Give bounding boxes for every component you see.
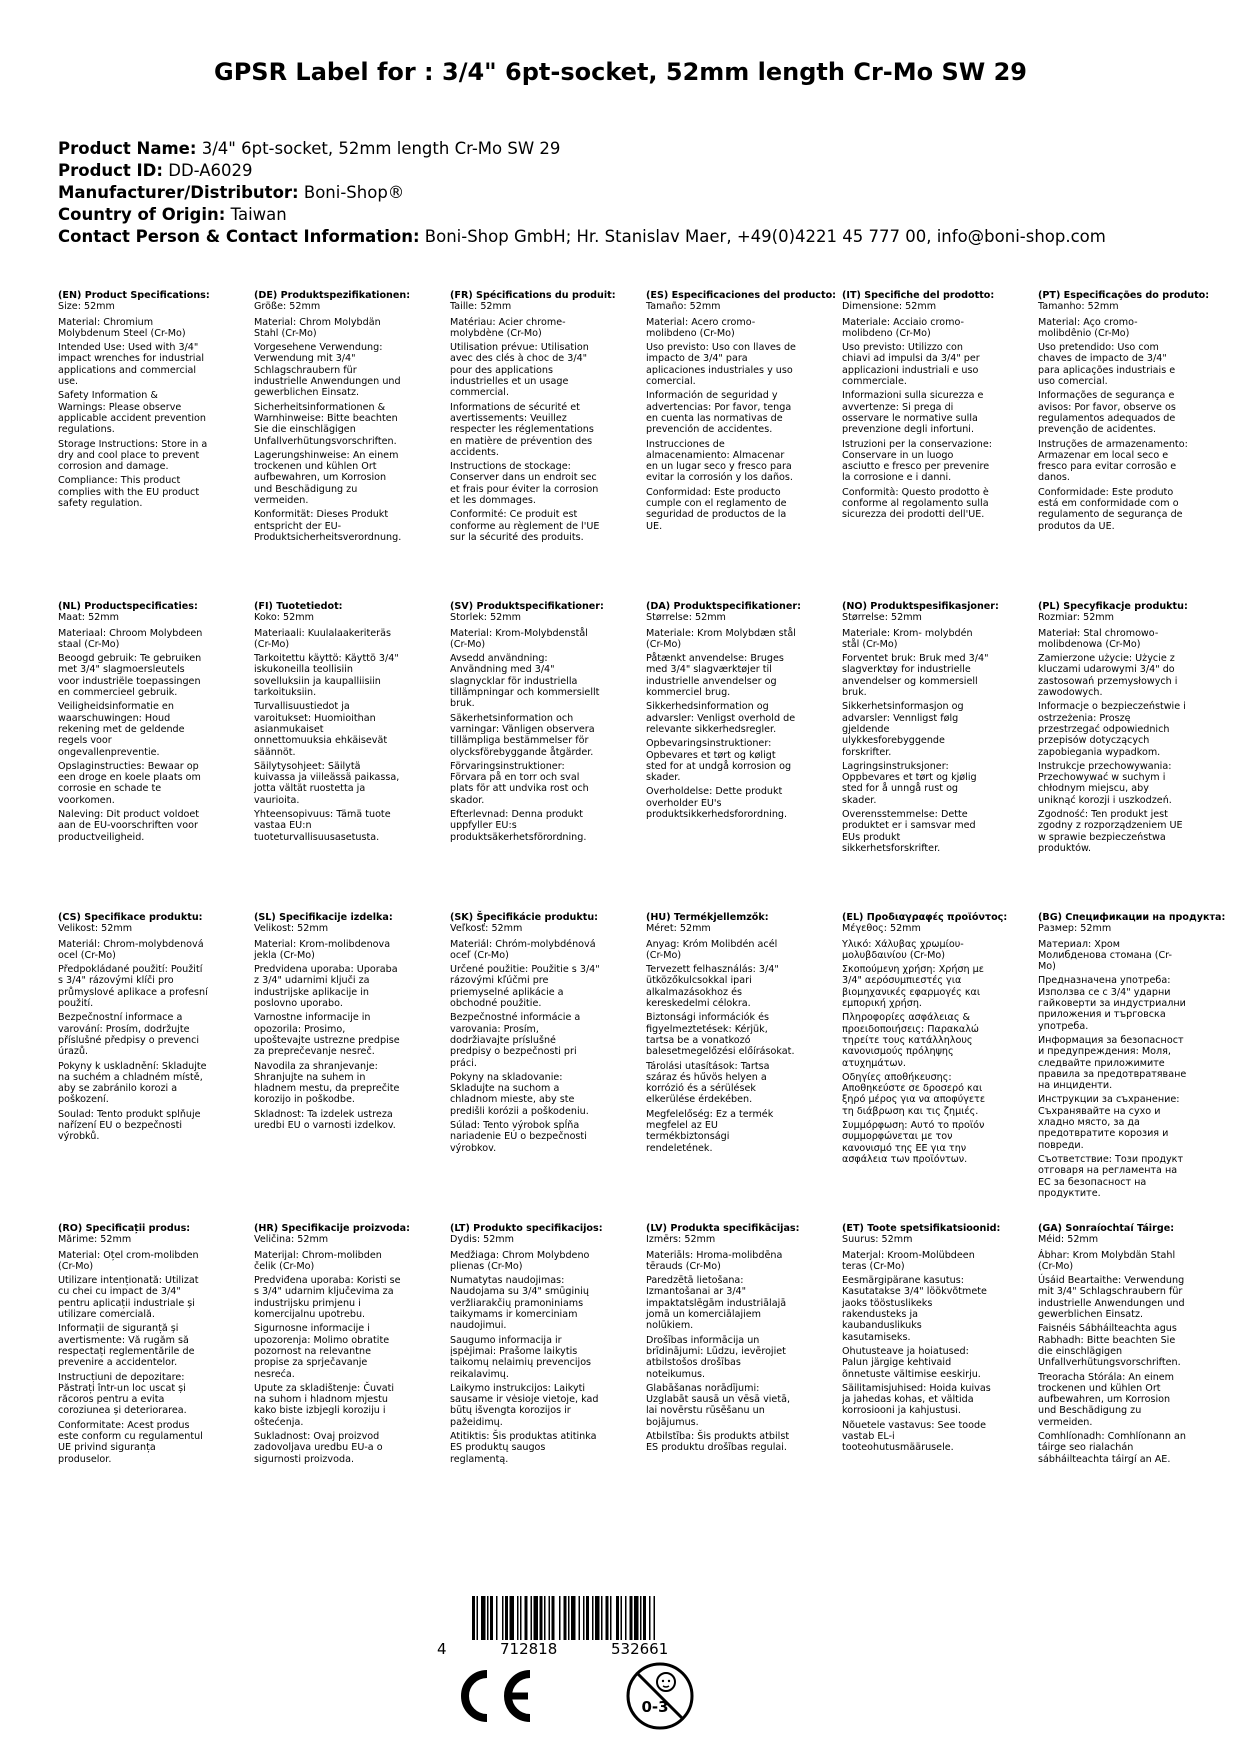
barcode-bar bbox=[610, 1596, 612, 1640]
spec-line: Uso previsto: Utilizzo con chiavi ad impulsi da 3/4" per applicazioni industriali e uso commerciale. bbox=[842, 342, 980, 388]
spec-line: Säilitamisjuhised: Hoida kuivas ja jahedas kohas, et vältida korrosiooni ja kahjustusi. bbox=[842, 1382, 991, 1417]
spec-line: Conformidad: Este producto cumple con el reglamento de seguridad de productos de la UE. bbox=[646, 486, 787, 532]
spec-line: Ohutusteave ja hoiatused: Palun järgige kehtivaid õnnetuste vältimise eeskirju. bbox=[842, 1345, 981, 1380]
spec-line: Informazioni sulla sicurezza e avvertenze: Si prega di osservare le normative sulla prevenzione degli infortuni. bbox=[842, 390, 984, 436]
barcode-bar bbox=[520, 1596, 522, 1640]
spec-section bbox=[254, 290, 450, 601]
spec-line: Μέγεθος: 52mm bbox=[842, 923, 921, 935]
barcode-bar bbox=[531, 1596, 533, 1640]
spec-line: Istruzioni per la conservazione: Conservare in un luogo asciutto e fresco per prevenire la corrosione e i danni. bbox=[842, 438, 992, 484]
spec-heading: (HU) Termékjellemzők: bbox=[646, 912, 769, 923]
spec-line: Sikkerhedsinformation og advarsler: Venligst overhold de relevante sikkerhedsregler. bbox=[646, 701, 796, 735]
spec-line: Förvaringsinstruktioner: Förvara på en torr och sval plats för att undvika rost och skador. bbox=[450, 760, 589, 806]
spec-line: Instructions de stockage: Conserver dans un endroit sec et frais pour éviter la corrosion et les dommages. bbox=[450, 461, 599, 507]
spec-line: Safety Information & Warnings: Please observe applicable accident prevention regulations. bbox=[58, 390, 206, 436]
spec-line: Størrelse: 52mm bbox=[842, 612, 922, 624]
info-row bbox=[58, 182, 1198, 204]
barcode-bar bbox=[630, 1596, 633, 1640]
spec-line: Tamanho: 52mm bbox=[1038, 301, 1119, 313]
spec-section bbox=[58, 912, 254, 1223]
spec-line: Matériau: Acier chrome-molybdène (Cr-Mo) bbox=[450, 316, 566, 339]
spec-section bbox=[842, 1223, 1038, 1534]
spec-section bbox=[58, 290, 254, 601]
spec-section bbox=[842, 290, 1038, 601]
spec-heading: (NO) Produktspesifikasjoner: bbox=[842, 601, 999, 612]
barcode-bar bbox=[625, 1596, 627, 1640]
spec-line: Méid: 52mm bbox=[1038, 1234, 1099, 1246]
spec-line: Conformità: Questo prodotto è conforme al regolamento sulla sicurezza dei prodotti dell'UE. bbox=[842, 486, 989, 521]
spec-heading: (PT) Especificações do produto: bbox=[1038, 290, 1210, 301]
spec-line: Storlek: 52mm bbox=[450, 612, 521, 624]
spec-line: Naleving: Dit product voldoet aan de EU-voorschriften voor productveiligheid. bbox=[58, 809, 200, 843]
spec-heading: (NL) Productspecificaties: bbox=[58, 601, 198, 612]
spec-line: Sikkerhetsinformasjon og advarsler: Vennligst følg gjeldende ulykkesforebyggende forskrifter. bbox=[842, 701, 964, 758]
spec-heading: (GA) Sonraíochtaí Táirge: bbox=[1038, 1223, 1175, 1234]
spec-line: Materjal: Kroom-Molübdeen teras (Cr-Mo) bbox=[842, 1249, 975, 1272]
spec-line: Numatytas naudojimas: Naudojama su 3/4" smūginių veržliarakčių pramoniniams taikymams ir komerciniam naudojimui. bbox=[450, 1275, 589, 1332]
spec-line: Conformidade: Este produto está em conformidade com o regulamento de segurança de produtos da UE. bbox=[1038, 486, 1183, 532]
barcode-bar bbox=[544, 1596, 546, 1640]
spec-line: Sigurnosne informacije i upozorenja: Molimo obratite pozornost na relevantne propise za sprječavanje nesreća. bbox=[254, 1323, 390, 1380]
spec-line: Comhlíonadh: Comhlíonann an táirge seo rialachán sábháilteachta táirgí an AE. bbox=[1038, 1431, 1186, 1465]
age-warning-label: 0-3 bbox=[641, 1698, 669, 1716]
spec-line: Material: Aço cromo-molibdênio (Cr-Mo) bbox=[1038, 316, 1138, 339]
spec-line: Utilisation prévue: Utilisation avec des clés à choc de 3/4" pour des applications industrielles et un usage commercial. bbox=[450, 342, 589, 399]
spec-line: Materijal: Chrom-molibden čelik (Cr-Mo) bbox=[254, 1249, 382, 1272]
spec-line: Předpokládané použití: Použití s 3/4" rázovými klíči pro průmyslové aplikace a profesní použití. bbox=[58, 964, 208, 1010]
spec-line: Veličina: 52mm bbox=[254, 1234, 329, 1246]
barcode-bar bbox=[477, 1596, 479, 1640]
spec-section bbox=[1038, 912, 1234, 1223]
barcode-bar bbox=[654, 1596, 656, 1640]
spec-line: Informações de segurança e avisos: Por favor, observe os regulamentos adequados de prevenção de acidentes. bbox=[1038, 390, 1176, 436]
spec-line: Suurus: 52mm bbox=[842, 1234, 913, 1246]
spec-grid bbox=[58, 290, 1238, 1534]
info-value: Taiwan bbox=[230, 205, 287, 224]
spec-line: Atitiktis: Šis produktas atitinka ES produktų saugos reglamentą. bbox=[450, 1431, 597, 1465]
spec-line: Materiał: Stal chromowo-molibdenowa (Cr-Mo) bbox=[1038, 627, 1159, 650]
spec-line: Velikost: 52mm bbox=[58, 923, 133, 935]
spec-section bbox=[450, 1223, 646, 1534]
info-value: DD-A6029 bbox=[168, 161, 253, 180]
spec-section bbox=[646, 912, 842, 1223]
spec-line: Informații de siguranță și avertismente: Vă rugăm să respectați reglementările de prevenire a accidentelor. bbox=[58, 1323, 195, 1369]
spec-line: Tamaño: 52mm bbox=[646, 301, 721, 313]
spec-line: Overensstemmelse: Dette produktet er i samsvar med EUs produkt sikkerhetsforskrifter. bbox=[842, 809, 976, 854]
spec-line: Υλικό: Χάλυβας χρωμίου-μολυβδαινίου (Cr-Mo) bbox=[842, 938, 964, 961]
spec-line: Tervezett felhasználás: 3/4" ütközőkulcsokkal ipari alkalmazásokhoz és kereskedelmi célokra. bbox=[646, 964, 779, 1010]
info-row bbox=[58, 204, 1198, 226]
spec-section bbox=[58, 1223, 254, 1534]
spec-line: Οδηγίες αποθήκευσης: Αποθηκεύστε σε δροσερό και ξηρό μέρος για να αποφύγετε τη διάβρωση και τις ζημιές. bbox=[842, 1071, 986, 1117]
spec-line: Medžiaga: Chrom Molybdeno plienas (Cr-Mo) bbox=[450, 1249, 590, 1272]
spec-row bbox=[58, 1223, 1238, 1534]
spec-section bbox=[254, 912, 450, 1223]
spec-section bbox=[58, 601, 254, 912]
barcode-bar bbox=[549, 1596, 551, 1640]
info-label: Product Name: bbox=[58, 139, 197, 158]
spec-line: Overholdelse: Dette produkt overholder EU's produktsikkerhedsforordning. bbox=[646, 786, 788, 821]
spec-line: Eesmärgipärane kasutus: Kasutatakse 3/4" löökvõtmete jaoks tööstuslikeks rakendusteks ja kaubanduslikuks kasutamiseks. bbox=[842, 1275, 987, 1343]
spec-line: Materiale: Acciaio cromo-molibdeno (Cr-Mo) bbox=[842, 316, 964, 339]
barcode-bar bbox=[616, 1596, 619, 1640]
spec-line: Predvidena uporaba: Uporaba z 3/4" udarnimi ključi za industrijske aplikacije in poslovno uporabo. bbox=[254, 964, 398, 1010]
barcode-bar bbox=[643, 1596, 646, 1640]
spec-line: Izmērs: 52mm bbox=[646, 1234, 716, 1246]
spec-line: Uso pretendido: Uso com chaves de impacto de 3/4" para aplicações industriais e uso comercial. bbox=[1038, 342, 1176, 388]
spec-line: Instruções de armazenamento: Armazenar em local seco e fresco para evitar corrosão e danos. bbox=[1038, 438, 1188, 484]
barcode-bar bbox=[634, 1596, 639, 1640]
spec-line: Materiaal: Chroom Molybdeen staal (Cr-Mo) bbox=[58, 627, 203, 650]
spec-line: Určené použitie: Použitie s 3/4" rázovými kľúčmi pre priemyselné aplikácie a obchodné použitie. bbox=[450, 964, 600, 1010]
spec-line: Material: Oțel crom-molibden (Cr-Mo) bbox=[58, 1249, 199, 1272]
spec-line: Upute za skladištenje: Čuvati na suhom i hladnom mjestu kako biste izbjegli koroziju i oštećenja. bbox=[254, 1382, 395, 1428]
spec-heading: (FI) Tuotetiedot: bbox=[254, 601, 343, 612]
spec-line: Informations de sécurité et avertissements: Veuillez respecter les réglementations en matière de prévention des accidents. bbox=[450, 401, 594, 458]
spec-line: Konformität: Dieses Produkt entspricht der EU-Produktsicherheitsverordnung. bbox=[254, 509, 402, 543]
spec-heading: (SK) Špecifikácie produktu: bbox=[450, 912, 599, 923]
spec-heading: (LV) Produkta specifikācijas: bbox=[646, 1223, 800, 1234]
barcode-bar bbox=[510, 1596, 515, 1640]
spec-line: Maat: 52mm bbox=[58, 612, 119, 624]
barcode-bar bbox=[525, 1596, 528, 1640]
spec-line: Materiale: Krom Molybdæn stål (Cr-Mo) bbox=[646, 627, 796, 650]
spec-line: Materiāls: Hroma-molibdēna tērauds (Cr-Mo) bbox=[646, 1249, 783, 1272]
spec-section bbox=[1038, 1223, 1234, 1534]
spec-line: Megfelelőség: Ez a termék megfelel az EU termékbiztonsági rendeletének. bbox=[646, 1108, 774, 1154]
spec-heading: (DE) Produktspezifikationen: bbox=[254, 290, 411, 301]
spec-line: Предназначена употреба: Използва се с 3/4" ударни гайковерти за индустриални приложения и търговска употреба. bbox=[1038, 975, 1186, 1032]
spec-line: Size: 52mm bbox=[58, 301, 115, 313]
spec-line: Anyag: Króm Molibdén acél (Cr-Mo) bbox=[646, 938, 778, 961]
product-info bbox=[58, 138, 1198, 248]
spec-line: Efterlevnad: Denna produkt uppfyller EU:s produktsäkerhetsförordning. bbox=[450, 809, 587, 843]
spec-line: Glabāšanas norādījumi: Uzglabāt sausā un vēsā vietā, lai novērstu rūsēšanu un bojājumus. bbox=[646, 1382, 791, 1428]
spec-line: Velikost: 52mm bbox=[254, 923, 329, 935]
spec-line: Materiál: Chróm-molybdénová oceľ (Cr-Mo) bbox=[450, 938, 596, 961]
barcode-bar bbox=[540, 1596, 543, 1640]
spec-line: Mărime: 52mm bbox=[58, 1234, 132, 1246]
spec-line: Intended Use: Used with 3/4" impact wrenches for industrial applications and commercial use. bbox=[58, 342, 205, 388]
spec-line: Conformité: Ce produit est conforme au règlement de l'UE sur la sécurité des produits. bbox=[450, 509, 600, 543]
spec-line: Ábhar: Krom Molybdän Stahl (Cr-Mo) bbox=[1038, 1249, 1176, 1272]
barcode-bar bbox=[606, 1596, 609, 1640]
spec-heading: (LT) Produkto specifikacijos: bbox=[450, 1223, 603, 1234]
spec-line: Turvallisuustiedot ja varoitukset: Huomioithan asianmukaiset onnettomuuksia ehkäisevät säännöt. bbox=[254, 701, 388, 758]
spec-line: Lagringsinstruksjoner: Oppbevares et tørt og kjølig sted for å unngå rust og skader. bbox=[842, 760, 977, 806]
no-children-0-3-icon bbox=[624, 1660, 696, 1732]
spec-line: Säkerhetsinformation och varningar: Vänligen observera tillämpliga bestämmelser för olycksförebyggande åtgärder. bbox=[450, 712, 595, 758]
info-value: Boni-Shop GmbH; Hr. Stanislav Maer, +49(0)4221 45 777 00, info@boni-shop.com bbox=[424, 227, 1106, 246]
spec-line: Conformitate: Acest produs este conform cu regulamentul UE privind siguranța produselor. bbox=[58, 1419, 203, 1465]
barcode-bar bbox=[502, 1596, 504, 1640]
info-value: Boni-Shop® bbox=[303, 183, 405, 202]
spec-section bbox=[450, 290, 646, 601]
spec-line: Material: Krom-Molybdenstål (Cr-Mo) bbox=[450, 627, 588, 650]
spec-section bbox=[1038, 601, 1234, 912]
spec-heading: (ES) Especificaciones del producto: bbox=[646, 290, 837, 301]
spec-heading: (CS) Specifikace produktu: bbox=[58, 912, 203, 923]
spec-heading: (SV) Produktspecifikationer: bbox=[450, 601, 604, 612]
barcode-bar bbox=[568, 1596, 570, 1640]
spec-heading: (PL) Specyfikacje produktu: bbox=[1038, 601, 1188, 612]
info-label: Contact Person & Contact Information: bbox=[58, 227, 420, 246]
spec-section bbox=[646, 601, 842, 912]
spec-line: Informacje o bezpieczeństwie i ostrzeżenia: Proszę przestrzegać odpowiednich przepisów dotyczących zapobiegania wypadkom. bbox=[1038, 701, 1186, 758]
spec-line: Vorgesehene Verwendung: Verwendung mit 3/4" Schlagschraubern für industrielle Anwendungen und gewerblichen Einsatz. bbox=[254, 342, 401, 399]
spec-line: Tarkoitettu käyttö: Käyttö 3/4" iskukoneilla teollisiin sovelluksiin ja kaupalliisiin tarkoituksiin. bbox=[254, 653, 399, 699]
spec-heading: (BG) Спецификации на продукта: bbox=[1038, 912, 1226, 923]
spec-line: Úsáid Beartaithe: Verwendung mit 3/4" Schlagschraubern für industrielle Anwendungen und gewerblichen Einsatz. bbox=[1038, 1275, 1185, 1321]
barcode-bar bbox=[496, 1596, 498, 1640]
spec-line: Lagerungshinweise: An einem trockenen und kühlen Ort aufbewahren, um Korrosion und Beschädigung zu vermeiden. bbox=[254, 449, 399, 507]
spec-line: Instrukcje przechowywania: Przechowywać w suchym i chłodnym miejscu, aby uniknąć korozji i uszkodzeń. bbox=[1038, 760, 1172, 806]
barcode bbox=[472, 1596, 704, 1640]
spec-line: Soulad: Tento produkt splňuje nařízení EU o bezpečnosti výrobků. bbox=[58, 1108, 201, 1143]
barcode-bar bbox=[564, 1596, 567, 1640]
spec-line: Méret: 52mm bbox=[646, 923, 711, 935]
spec-heading: (RO) Specificații produs: bbox=[58, 1223, 191, 1234]
spec-line: Navodila za shranjevanje: Shranjujte na suhem in hladnem mestu, da preprečite korozijo in poškodbe. bbox=[254, 1060, 400, 1106]
barcode-bar bbox=[592, 1596, 594, 1640]
spec-line: Dydis: 52mm bbox=[450, 1234, 514, 1246]
barcode-right-digits: 532661 bbox=[611, 1640, 669, 1658]
barcode-bar bbox=[552, 1596, 555, 1640]
spec-line: Dimensione: 52mm bbox=[842, 301, 937, 313]
spec-section bbox=[646, 290, 842, 601]
spec-line: Instrucciones de almacenamiento: Almacenar en un lugar seco y fresco para evitar la corrosión y los daños. bbox=[646, 438, 793, 484]
spec-line: Съответствие: Този продукт отговаря на регламента на ЕС за безопасност на продуктите. bbox=[1038, 1153, 1184, 1199]
spec-heading: (EL) Προδιαγραφές προϊόντος: bbox=[842, 912, 1008, 923]
barcode-bar bbox=[505, 1596, 508, 1640]
spec-line: Beoogd gebruik: Te gebruiken met 3/4" slagmoersleutels voor industriële toepassingen en commercieel gebruik. bbox=[58, 653, 202, 699]
spec-line: Material: Acero cromo-molibdeno (Cr-Mo) bbox=[646, 316, 756, 339]
spec-heading: (IT) Specifiche del prodotto: bbox=[842, 290, 995, 301]
page-title: GPSR Label for : 3/4" 6pt-socket, 52mm length Cr-Mo SW 29 bbox=[214, 58, 1027, 86]
spec-line: Taille: 52mm bbox=[450, 301, 512, 313]
spec-line: Материал: Хром Молибденова стомана (Cr-Mo) bbox=[1038, 938, 1172, 973]
spec-line: Material: Krom-molibdenova jekla (Cr-Mo) bbox=[254, 938, 391, 961]
barcode-bar bbox=[487, 1596, 489, 1640]
spec-section bbox=[842, 912, 1038, 1223]
spec-line: Faisnéis Sábháilteachta agus Rabhadh: Bitte beachten Sie die einschlägigen Unfallverhütungsvorschriften. bbox=[1038, 1323, 1181, 1369]
spec-line: Materiaali: Kuulalaakeriteräs (Cr-Mo) bbox=[254, 627, 391, 650]
spec-section bbox=[646, 1223, 842, 1534]
barcode-bar bbox=[595, 1596, 600, 1640]
spec-line: Størrelse: 52mm bbox=[646, 612, 726, 624]
spec-heading: (EN) Product Specifications: bbox=[58, 290, 210, 301]
info-row bbox=[58, 226, 1198, 248]
spec-line: Skladnost: Ta izdelek ustreza uredbi EU o varnosti izdelkov. bbox=[254, 1108, 396, 1132]
spec-section bbox=[254, 1223, 450, 1534]
barcode-bar bbox=[586, 1596, 589, 1640]
spec-line: Veľkosť: 52mm bbox=[450, 923, 523, 935]
info-row bbox=[58, 138, 1198, 160]
barcode-bar bbox=[571, 1596, 576, 1640]
info-value: 3/4" 6pt-socket, 52mm length Cr-Mo SW 29 bbox=[201, 139, 561, 158]
ce-mark-icon bbox=[454, 1668, 534, 1724]
spec-line: Treoracha Stórála: An einem trockenen und kühlen Ort aufbewahren, um Korrosion und Beschädigung zu vermeiden. bbox=[1038, 1371, 1175, 1428]
spec-line: Bezpečnostné informácie a varovania: Prosím, dodržiavajte príslušné predpisy o bezpečnosti pri práci. bbox=[450, 1012, 581, 1069]
spec-line: Drošības informācija un brīdinājumi: Lūdzu, ievērojiet atbilstošos drošības noteikumus. bbox=[646, 1334, 786, 1380]
barcode-bar bbox=[621, 1596, 623, 1640]
barcode-bar bbox=[481, 1596, 486, 1640]
spec-line: Säilytysohjeet: Säilytä kuivassa ja viileässä paikassa, jotta vältät ruostetta ja vaurioita. bbox=[254, 760, 400, 806]
info-label: Product ID: bbox=[58, 161, 163, 180]
spec-line: Bezpečnostní informace a varování: Prosím, dodržujte příslušné předpisy o prevenci úrazů. bbox=[58, 1012, 200, 1058]
spec-line: Sukladnost: Ovaj proizvod zadovoljava uredbu EU-a o sigurnosti proizvoda. bbox=[254, 1431, 383, 1465]
spec-heading: (DA) Produktspecifikationer: bbox=[646, 601, 801, 612]
spec-line: Storage Instructions: Store in a dry and cool place to prevent corrosion and damage. bbox=[58, 438, 208, 473]
spec-line: Atbilstība: Šis produkts atbilst ES produktu drošības regulai. bbox=[646, 1431, 790, 1454]
spec-line: Material: Chrom Molybdän Stahl (Cr-Mo) bbox=[254, 316, 381, 339]
spec-line: Koko: 52mm bbox=[254, 612, 314, 624]
barcode-bar bbox=[601, 1596, 603, 1640]
spec-line: Pokyny na skladovanie: Skladujte na suchom a chladnom mieste, aby ste predišli korózii a poškodeniu. bbox=[450, 1071, 589, 1117]
spec-heading: (HR) Specifikacije proizvoda: bbox=[254, 1223, 410, 1234]
barcode-bar bbox=[490, 1596, 493, 1640]
spec-line: Информация за безопасност и предупреждения: Моля, следвайте приложимите правила за предотвратяване на инциденти. bbox=[1038, 1034, 1187, 1092]
spec-line: Varnostne informacije in opozorila: Prosimo, upoštevajte ustrezne predpise za preprečevanje nesreč. bbox=[254, 1012, 400, 1058]
spec-heading: (SL) Specifikacije izdelka: bbox=[254, 912, 393, 923]
barcode-bar bbox=[640, 1596, 642, 1640]
spec-line: Instrucțiuni de depozitare: Păstrați într-un loc uscat și răcoros pentru a evita coroziunea și deteriorarea. bbox=[58, 1371, 187, 1417]
spec-line: Инструкции за съхранение: Съхранявайте на сухо и хладно място, за да предотвратите корозия и повреди. bbox=[1038, 1094, 1180, 1151]
spec-line: Σκοπούμενη χρήση: Χρήση με 3/4" αερόσυμπιεστές για βιομηχανικές εφαρμογές και εμπορική χρήση. bbox=[842, 964, 984, 1010]
spec-row bbox=[58, 912, 1238, 1223]
spec-line: Saugumo informacija ir įspėjimai: Prašome laikytis taikomų nelaimių prevencijos reikalavimų. bbox=[450, 1334, 592, 1380]
spec-heading: (ET) Toote spetsifikatsioonid: bbox=[842, 1223, 1001, 1234]
spec-line: Información de seguridad y advertencias: Por favor, tenga en cuenta las normativas de prevención de accidentes. bbox=[646, 390, 792, 436]
barcode-bar bbox=[517, 1596, 519, 1640]
spec-line: Materiale: Krom- molybdén stål (Cr-Mo) bbox=[842, 627, 973, 650]
spec-line: Sicherheitsinformationen & Warnhinweise: Bitte beachten Sie die einschlägigen Unfallverhütungsvorschriften. bbox=[254, 401, 398, 447]
barcode-bar bbox=[534, 1596, 539, 1640]
spec-line: Opbevaringsinstruktioner: Opbevares et tørt og køligt sted for at undgå korrosion og skader. bbox=[646, 738, 792, 784]
spec-line: Rozmiar: 52mm bbox=[1038, 612, 1114, 624]
spec-line: Paredzētā lietošana: Izmantošanai ar 3/4" impaktatslēgām industriālajā jomā un komerciālajiem nolūkiem. bbox=[646, 1275, 787, 1332]
info-label: Manufacturer/Distributor: bbox=[58, 183, 299, 202]
barcode-bar bbox=[649, 1596, 651, 1640]
spec-line: Opslaginstructies: Bewaar op een droge en koele plaats om corrosie en schade te voorkomen. bbox=[58, 760, 201, 806]
spec-line: Avsedd användning: Användning med 3/4" slagnycklar för industriella tillämpningar och kommersiellt bruk. bbox=[450, 653, 600, 710]
spec-line: Zgodność: Ten produkt jest zgodny z rozporządzeniem UE w sprawie bezpieczeństwa produktów. bbox=[1038, 809, 1183, 854]
spec-line: Compliance: This product complies with the EU product safety regulation. bbox=[58, 475, 200, 510]
spec-line: Размер: 52mm bbox=[1038, 923, 1112, 935]
spec-section bbox=[842, 601, 1038, 912]
barcode-bar bbox=[579, 1596, 581, 1640]
spec-line: Tárolási utasítások: Tartsa száraz és hűvös helyen a korrózió és a sérülések elkerülése érdekében. bbox=[646, 1060, 770, 1106]
spec-line: Nõuetele vastavus: See toode vastab EL-i tooteohutusmäärusele. bbox=[842, 1419, 986, 1454]
barcode-left-digits: 712818 bbox=[500, 1640, 558, 1658]
spec-row bbox=[58, 290, 1238, 601]
barcode-bar bbox=[472, 1596, 475, 1640]
spec-row bbox=[58, 601, 1238, 912]
spec-line: Uso previsto: Uso con llaves de impacto de 3/4" para aplicaciones industriales y uso comercial. bbox=[646, 342, 796, 388]
spec-heading: (FR) Spécifications du produit: bbox=[450, 290, 616, 301]
info-label: Country of Origin: bbox=[58, 205, 226, 224]
spec-line: Pokyny k uskladnění: Skladujte na suchém a chladném místě, aby se zabránilo korozi a poškození. bbox=[58, 1060, 207, 1106]
barcode-first-digit: 4 bbox=[437, 1640, 447, 1658]
spec-line: Größe: 52mm bbox=[254, 301, 321, 313]
spec-section bbox=[450, 601, 646, 912]
spec-line: Συμμόρφωση: Αυτό το προϊόν συμμορφώνεται με τον κανονισμό της ΕΕ για την ασφάλεια των προϊόντων. bbox=[842, 1120, 985, 1165]
spec-line: Πληροφορίες ασφάλειας & προειδοποιήσεις: Παρακαλώ τηρείτε τους κατάλληλους κανονισμούς πρόληψης ατυχημάτων. bbox=[842, 1012, 979, 1069]
spec-line: Laikymo instrukcijos: Laikyti sausame ir vėsioje vietoje, kad būtų išvengta korozijos ir pažeidimų. bbox=[450, 1382, 599, 1428]
barcode-bar bbox=[583, 1596, 585, 1640]
spec-line: Súlad: Tento výrobok spĺňa nariadenie EÚ o bezpečnosti výrobkov. bbox=[450, 1120, 587, 1154]
spec-section bbox=[254, 601, 450, 912]
spec-line: Materiál: Chrom-molybdenová ocel (Cr-Mo) bbox=[58, 938, 204, 961]
spec-line: Forventet bruk: Bruk med 3/4" slagverktøy for industrielle anvendelser og kommersiell bruk. bbox=[842, 653, 989, 699]
spec-section bbox=[450, 912, 646, 1223]
spec-section bbox=[1038, 290, 1234, 601]
spec-line: Påtænkt anvendelse: Bruges med 3/4" slagværktøjer til industrielle anvendelser og kommerciel brug. bbox=[646, 653, 784, 699]
info-row bbox=[58, 160, 1198, 182]
spec-line: Zamierzone użycie: Użycie z kluczami udarowymi 3/4" do zastosowań przemysłowych i zawodowych. bbox=[1038, 653, 1178, 699]
spec-line: Predviđena uporaba: Koristi se s 3/4" udarnim ključevima za industrijsku primjenu i komercijalnu upotrebu. bbox=[254, 1275, 401, 1321]
barcode-bar bbox=[559, 1596, 561, 1640]
spec-line: Utilizare intenționată: Utilizat cu chei cu impact de 3/4" pentru aplicații industriale și utilizare comercială. bbox=[58, 1275, 199, 1321]
spec-line: Veiligheidsinformatie en waarschuwingen: Houd rekening met de geldende regels voor ongevallenpreventie. bbox=[58, 701, 185, 758]
spec-line: Biztonsági információk és figyelmeztetések: Kérjük, tartsa be a vonatkozó balesetmegelőzési előírásokat. bbox=[646, 1012, 795, 1058]
spec-line: Yhteensopivuus: Tämä tuote vastaa EU:n tuoteturvallisuusasetusta. bbox=[254, 809, 391, 843]
spec-line: Material: Chromium Molybdenum Steel (Cr-Mo) bbox=[58, 316, 186, 339]
